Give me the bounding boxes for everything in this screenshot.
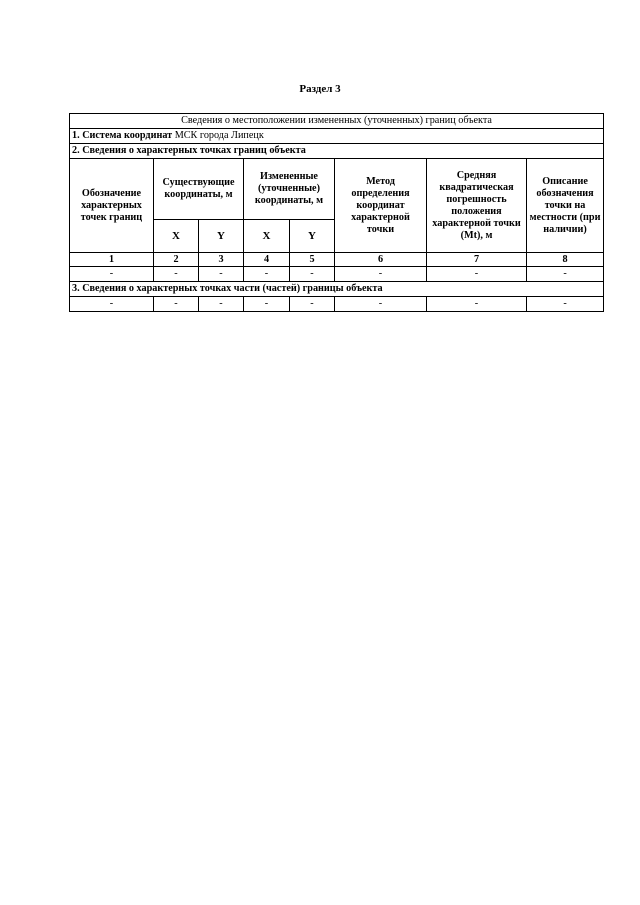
column-number: 1: [70, 253, 154, 267]
header-changed-coords: Измененные (уточненные) координаты, м: [244, 159, 335, 220]
header-row: [70, 159, 604, 220]
table-cell: -: [199, 297, 244, 312]
table-title: Сведения о местоположении измененных (уточненных) границ объекта: [70, 114, 604, 129]
coord-system-label: 1. Система координат: [72, 130, 173, 141]
column-number: 4: [244, 253, 290, 267]
coord-system-row: [70, 129, 604, 144]
table-cell: -: [70, 267, 154, 282]
header-existing-coords: Существующие координаты, м: [154, 159, 244, 220]
table-cell: -: [154, 267, 199, 282]
table-cell: -: [199, 267, 244, 282]
table-row: [70, 297, 604, 312]
coord-system-value: МСК города Липецк: [174, 130, 264, 141]
boundary-points-table: [69, 113, 604, 312]
section-title: Раздел 3: [299, 83, 341, 95]
header-error: Средняя квадратическая погрешность положения характерной точки (Mt), м: [427, 159, 527, 253]
table-cell: -: [527, 267, 604, 282]
table-cell: -: [244, 267, 290, 282]
column-numbers-row: [70, 253, 604, 267]
column-number: 2: [154, 253, 199, 267]
points-heading-row: [70, 144, 604, 159]
table-cell: -: [427, 267, 527, 282]
table-row: [70, 267, 604, 282]
table-cell: -: [70, 297, 154, 312]
parts-heading: 3. Сведения о характерных точках части (частей) границы объекта: [70, 282, 604, 297]
table-title-row: [70, 114, 604, 129]
header-x-changed: X: [244, 220, 290, 253]
table-cell: -: [244, 297, 290, 312]
header-x-existing: X: [154, 220, 199, 253]
column-number: 8: [527, 253, 604, 267]
table-cell: -: [154, 297, 199, 312]
coord-system-cell: [70, 129, 604, 144]
header-y-existing: Y: [199, 220, 244, 253]
table-cell: -: [290, 297, 335, 312]
table-cell: -: [427, 297, 527, 312]
table-cell: -: [335, 267, 427, 282]
column-number: 3: [199, 253, 244, 267]
header-description: Описание обозначения точки на местности (при наличии): [527, 159, 604, 253]
table-cell: -: [335, 297, 427, 312]
column-number: 5: [290, 253, 335, 267]
column-number: 6: [335, 253, 427, 267]
parts-heading-row: [70, 282, 604, 297]
points-heading: 2. Сведения о характерных точках границ объекта: [70, 144, 604, 159]
column-number: 7: [427, 253, 527, 267]
table-cell: -: [290, 267, 335, 282]
header-point-designation: Обозначение характерных точек границ: [70, 159, 154, 253]
header-method: Метод определения координат характерной точки: [335, 159, 427, 253]
header-y-changed: Y: [290, 220, 335, 253]
table-cell: -: [527, 297, 604, 312]
